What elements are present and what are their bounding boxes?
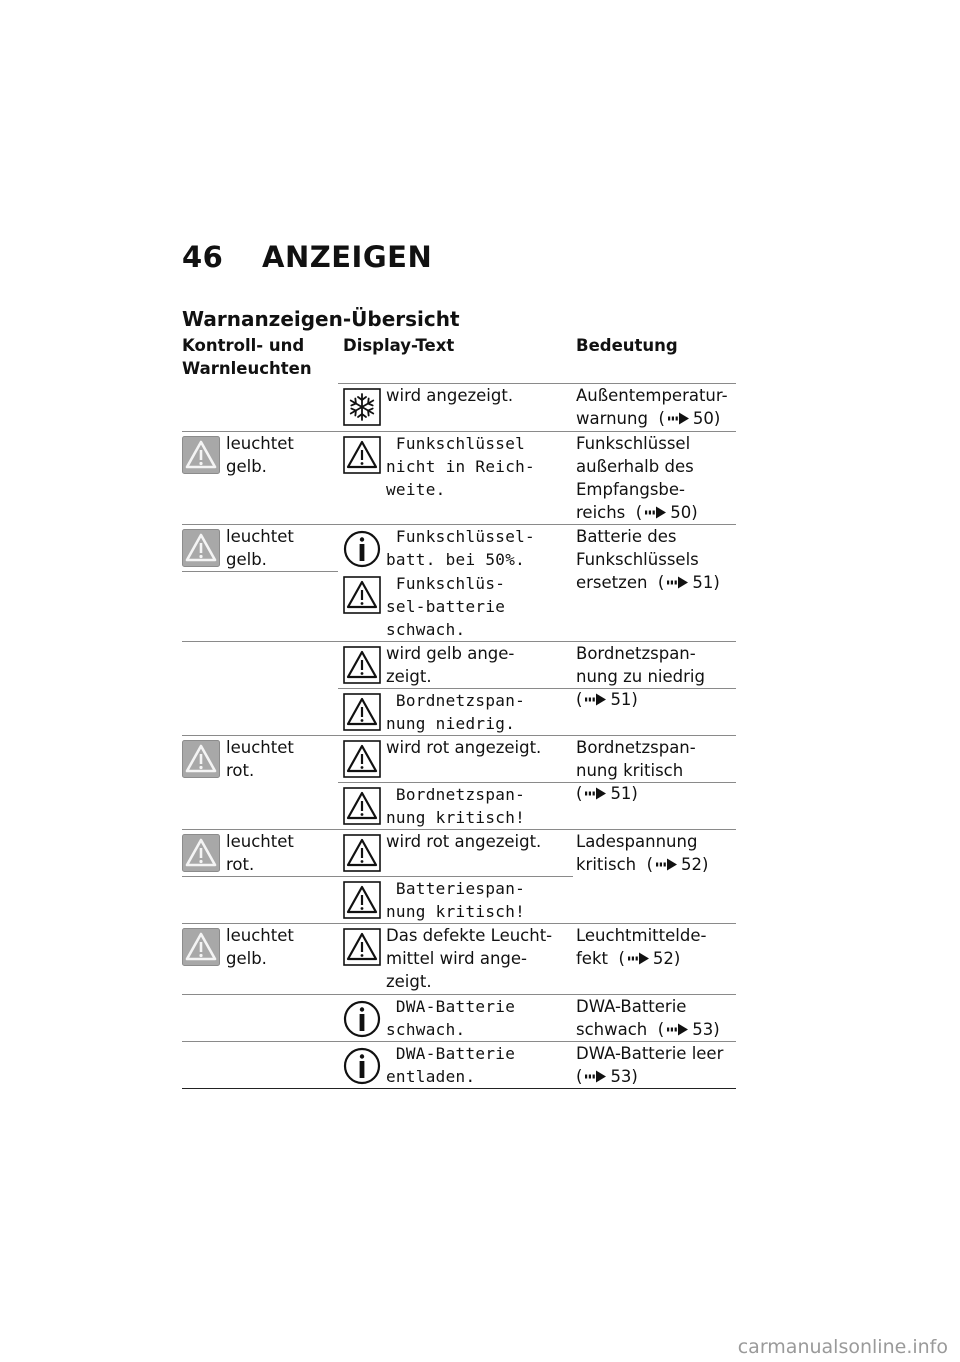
display-text: Bordnetzspan- nung kritisch! — [386, 785, 526, 827]
header-display-text: Display-Text — [343, 336, 455, 355]
snowflake-icon — [343, 388, 381, 426]
info-icon — [343, 999, 381, 1039]
lamp-status-text: leuchtet gelb. — [226, 926, 294, 968]
section-title: Warnanzeigen-Übersicht — [182, 307, 460, 331]
warning-triangle-icon — [343, 646, 381, 684]
warning-triangle-icon — [343, 576, 381, 614]
display-text: Funkschlüssel- batt. bei 50%. — [386, 527, 535, 569]
arrow-reference-icon — [628, 948, 650, 971]
warning-lamp-icon — [182, 529, 220, 567]
table-bottom-border — [182, 1088, 736, 1089]
page-reference[interactable]: ( 53) — [576, 1067, 638, 1086]
arrow-reference-icon — [585, 1066, 607, 1089]
warning-triangle-icon — [343, 787, 381, 825]
watermark: carmanualsonline.info — [737, 1336, 948, 1358]
display-text: Funkschlüssel nicht in Reich- weite. — [386, 434, 535, 499]
arrow-reference-icon — [645, 502, 667, 525]
page-reference[interactable]: ( 50) — [636, 503, 698, 522]
warning-triangle-icon — [343, 928, 381, 966]
page-reference[interactable]: ( 53) — [658, 1020, 720, 1039]
warning-triangle-icon — [343, 693, 381, 731]
lamp-status-text: leuchtet gelb. — [226, 434, 294, 476]
arrow-reference-icon — [585, 783, 607, 806]
meaning-text: Bordnetzspan- nung kritisch ( 51) — [576, 736, 741, 806]
display-text: Bordnetzspan- nung niedrig. — [386, 691, 526, 733]
lamp-status-text: leuchtet rot. — [226, 738, 294, 780]
row-divider — [182, 571, 338, 572]
warning-triangle-icon — [343, 436, 381, 474]
warning-lamp-icon — [182, 928, 220, 966]
display-text: wird rot angezeigt. — [386, 832, 542, 851]
display-text: Das defekte Leucht- mittel wird ange- zeigt. — [386, 926, 553, 991]
lamp-status-text: leuchtet rot. — [226, 832, 294, 874]
display-text: wird rot angezeigt. — [386, 738, 542, 757]
meaning-text: Funkschlüssel außerhalb des Empfangsbe- reichs ( 50) — [576, 432, 741, 525]
display-text: DWA-Batterie schwach. — [386, 997, 516, 1039]
warning-triangle-icon — [343, 881, 381, 919]
meaning-text: Batterie des Funkschlüssels ersetzen ( 51) — [576, 525, 741, 595]
meaning-text: DWA-Batterie leer ( 53) — [576, 1042, 741, 1089]
display-text: DWA-Batterie entladen. — [386, 1044, 516, 1086]
display-text: Funkschlüs- sel-batterie schwach. — [386, 574, 506, 639]
display-text: wird angezeigt. — [386, 386, 514, 405]
page-reference[interactable]: ( 51) — [658, 573, 720, 592]
header-warning-lights: Kontroll- und Warnleuchten — [182, 336, 312, 378]
arrow-reference-icon — [668, 408, 690, 431]
arrow-reference-icon — [667, 572, 689, 595]
header-meaning: Bedeutung — [576, 336, 678, 355]
warning-triangle-icon — [343, 740, 381, 778]
meaning-text: Außentemperatur- warnung ( 50) — [576, 384, 741, 431]
lamp-status-text: leuchtet gelb. — [226, 527, 294, 569]
meaning-text: Bordnetzspan- nung zu niedrig ( 51) — [576, 642, 741, 712]
chapter-number: 46 — [182, 240, 224, 274]
meaning-text: DWA-Batterie schwach ( 53) — [576, 995, 741, 1042]
arrow-reference-icon — [585, 689, 607, 712]
meaning-text: Leuchtmittelde- fekt ( 52) — [576, 924, 741, 971]
info-icon — [343, 1046, 381, 1086]
arrow-reference-icon — [667, 1019, 689, 1042]
page-reference[interactable]: ( 51) — [576, 784, 638, 803]
display-text: wird gelb ange- zeigt. — [386, 644, 515, 686]
arrow-reference-icon — [656, 854, 678, 877]
chapter-title: ANZEIGEN — [262, 240, 433, 274]
info-icon — [343, 529, 381, 569]
page-reference[interactable]: ( 50) — [658, 409, 720, 428]
warning-lamp-icon — [182, 834, 220, 872]
meaning-text: Ladespannung kritisch ( 52) — [576, 830, 741, 877]
warning-lamp-icon — [182, 740, 220, 778]
page-reference[interactable]: ( 51) — [576, 690, 638, 709]
page-reference[interactable]: ( 52) — [647, 855, 709, 874]
warning-lamp-icon — [182, 436, 220, 474]
display-text: Batteriespan- nung kritisch! — [386, 879, 526, 921]
page-reference[interactable]: ( 52) — [618, 949, 680, 968]
warning-triangle-icon — [343, 834, 381, 872]
